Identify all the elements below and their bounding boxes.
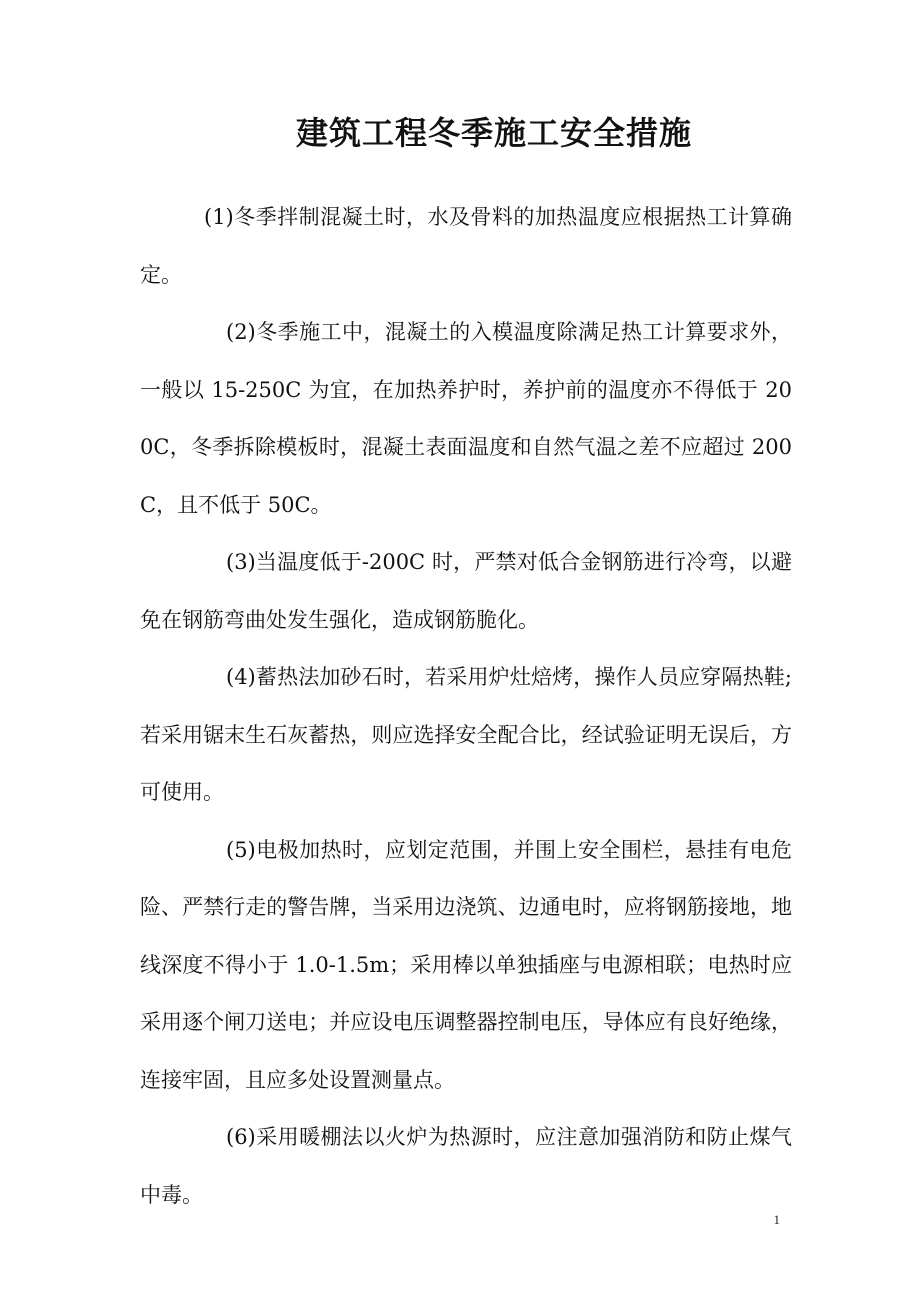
paragraph-3: (3)当温度低于-200C 时，严禁对低合金钢筋进行冷弯，以避免在钢筋弯曲处发生强化，造成钢筋脆化。 (140, 550, 792, 632)
document-body (140, 189, 792, 1224)
document-title: 建筑工程冬季施工安全措施 (295, 114, 692, 152)
paragraph-5: (5)电极加热时，应划定范围，并围上安全围栏，悬挂有电危险、严禁行走的警告牌，当采用边浇筑、边通电时，应将钢筋接地，地线深度不得小于 1.0-1.5m；采用棒以单独插座与电源相联；电热时应采用逐个闸刀送电；并应设电压调整器控制电压，导体应有良好绝缘，连接牢固，且应多处设置测量点。 (140, 837, 792, 1092)
paragraph-2: (2)冬季施工中，混凝土的入模温度除满足热工计算要求外，一般以 15-250C 为宜，在加热养护时，养护前的温度亦不得低于 200C，冬季拆除模板时，混凝土表面温度和自然气温之差不应超过 200C，且不低于 50C。 (140, 320, 792, 517)
paragraph-6: (6)采用暖棚法以火炉为热源时，应注意加强消防和防止煤气中毒。 (140, 1125, 792, 1207)
paragraph-1: (1)冬季拌制混凝土时，水及骨料的加热温度应根据热工计算确定。 (140, 205, 792, 287)
page-number: 1 (773, 1212, 780, 1227)
paragraph-4: (4)蓄热法加砂石时，若采用炉灶焙烤，操作人员应穿隔热鞋;若采用锯末生石灰蓄热，则应选择安全配合比，经试验证明无误后，方可使用。 (140, 665, 792, 804)
